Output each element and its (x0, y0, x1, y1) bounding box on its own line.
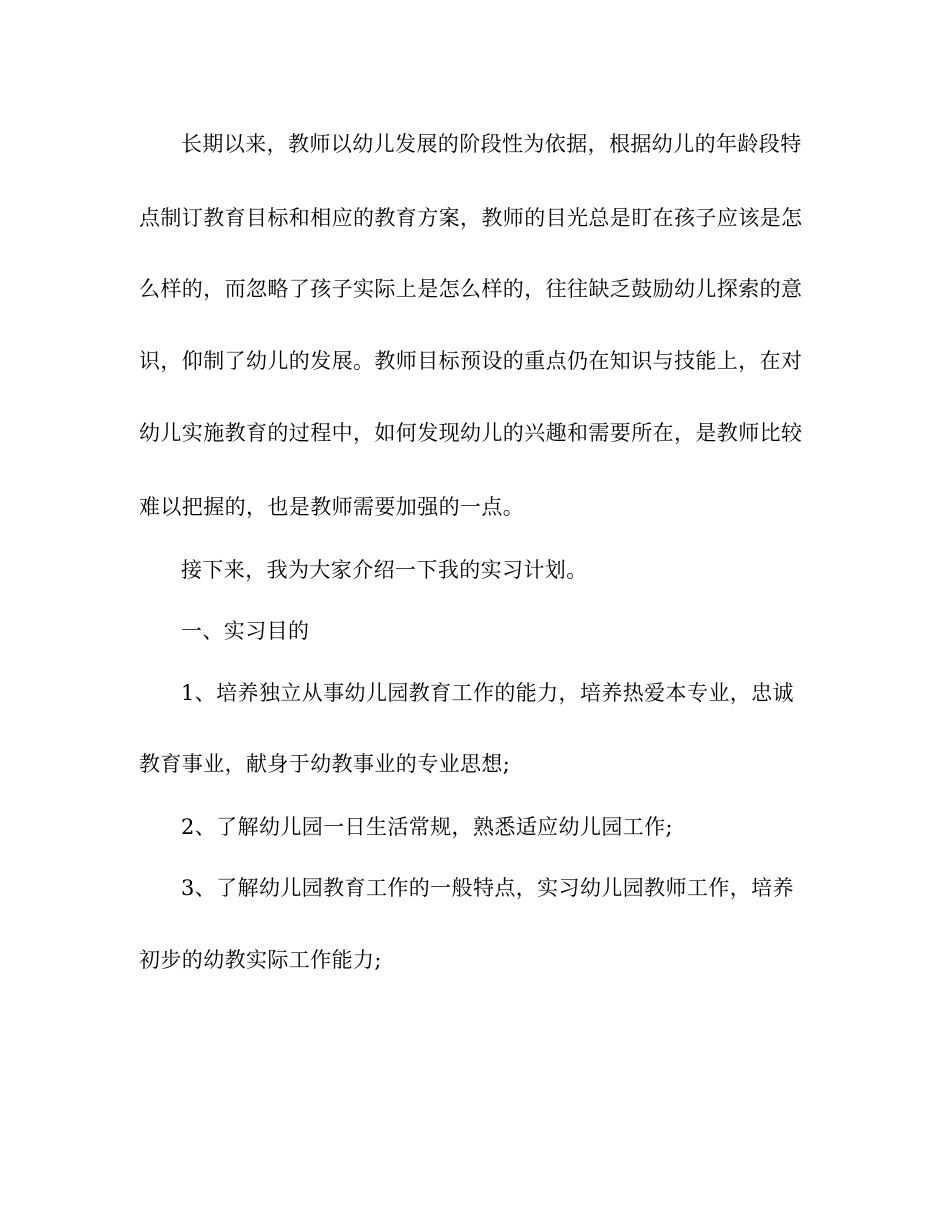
item-1-line-2: 教育事业，献身于幼教事业的专业思想; (139, 752, 511, 776)
paragraph-1-line-1: 长期以来，教师以幼儿发展的阶段性为依据，根据幼儿的年龄段特 (181, 132, 802, 156)
paragraph-1-line-3: 么样的，而忽略了孩子实际上是怎么样的，往往缺乏鼓励幼儿探索的意 (139, 277, 803, 301)
paragraph-1-line-2: 点制订教育目标和相应的教育方案，教师的目光总是盯在孩子应该是怎 (139, 206, 803, 230)
section-heading-1: 一、实习目的 (181, 619, 310, 643)
paragraph-2-line-1: 接下来，我为大家介绍一下我的实习计划。 (181, 558, 588, 582)
item-3-line-1: 3、了解幼儿园教育工作的一般特点，实习幼儿园教师工作，培养 (181, 876, 794, 900)
item-1-line-1: 1、培养独立从事幼儿园教育工作的能力，培养热爱本专业，忠诚 (181, 681, 794, 705)
paragraph-1-line-6: 难以把握的，也是教师需要加强的一点。 (139, 495, 525, 519)
paragraph-1-line-5: 幼儿实施教育的过程中，如何发现幼儿的兴趣和需要所在，是教师比较 (139, 421, 803, 445)
item-2-line-1: 2、了解幼儿园一日生活常规，熟悉适应幼儿园工作; (181, 815, 674, 839)
item-3-line-2: 初步的幼教实际工作能力; (139, 948, 382, 972)
paragraph-1-line-4: 识，仰制了幼儿的发展。教师目标预设的重点仍在知识与技能上，在对 (139, 349, 803, 373)
